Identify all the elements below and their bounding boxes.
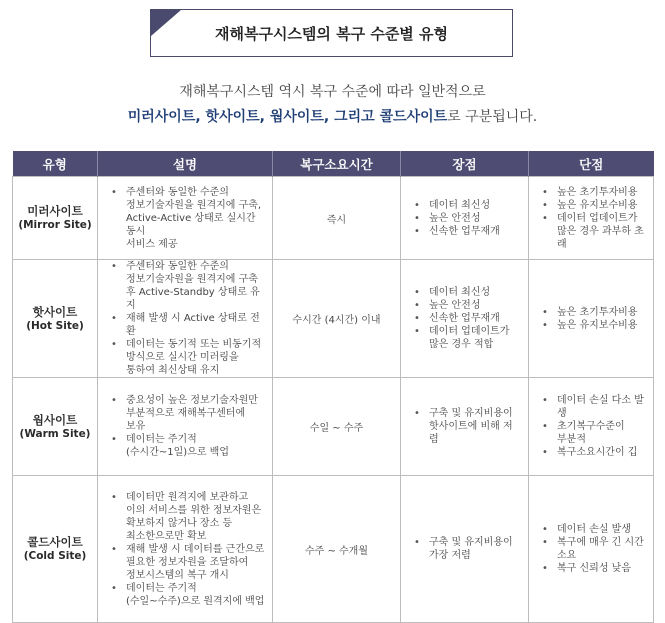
header-recovery-time: 복구소요시간 bbox=[273, 151, 401, 177]
cell-recovery-time: 수시간 (4시간) 이내 bbox=[273, 260, 401, 378]
cell-pros bbox=[401, 177, 529, 260]
cell-cons bbox=[529, 378, 654, 476]
intro-line-1: 재해복구시스템 역시 복구 수준에 따라 일반적으로 bbox=[179, 84, 486, 100]
cell-cons-list bbox=[529, 186, 653, 251]
cell-description-list bbox=[98, 394, 272, 459]
list-item: 방식으로 실시간 미러링을 bbox=[126, 352, 239, 363]
list-item: • 데이터는 동기적 또는 비동기적 bbox=[126, 338, 266, 351]
cell-type bbox=[13, 260, 98, 378]
list-item: • 복구에 매우 긴 시간 bbox=[557, 536, 647, 549]
cell-pros-list bbox=[401, 199, 528, 238]
table-header-row bbox=[13, 151, 654, 177]
header-cons: 단점 bbox=[529, 151, 654, 177]
list-item: 최소한으로만 확보 bbox=[126, 530, 207, 542]
list-item: • 재해 발생 시 Active 상태로 전환 bbox=[126, 312, 266, 338]
list-item: • 재해 발생 시 데이터를 근간으로 bbox=[126, 543, 266, 556]
list-item: 후 Active-Standby 상태로 유지 bbox=[126, 287, 260, 311]
cell-cons bbox=[529, 476, 654, 623]
list-item: • 데이터 업데이트가 bbox=[429, 325, 522, 338]
table-row-cold bbox=[13, 476, 654, 623]
list-item: (수일~수주)으로 원격지에 백업 bbox=[126, 595, 265, 607]
intro-text bbox=[0, 80, 665, 130]
list-item: • 데이터 최신성 bbox=[429, 286, 522, 299]
list-item: • 데이터만 원격지에 보관하고 bbox=[126, 491, 266, 504]
intro-highlight: 미러사이트, 핫사이트, 웜사이트, 그리고 콜드사이트 bbox=[127, 109, 448, 125]
cell-description bbox=[98, 260, 273, 378]
cell-description-list bbox=[98, 260, 272, 377]
list-item: 정보기술자원을 원격지에 구축, bbox=[126, 199, 262, 211]
list-item: 정보기술자원을 원격지에 구축 bbox=[126, 274, 258, 285]
header-description: 설명 bbox=[98, 151, 273, 177]
list-item: • 높은 유지보수비용 bbox=[557, 319, 647, 332]
cell-type bbox=[13, 177, 98, 260]
cell-cons-list bbox=[529, 523, 653, 575]
list-item: 부분적으로 재해복구센터에 bbox=[126, 408, 246, 419]
list-item: • 복구소요시간이 깁 bbox=[557, 446, 647, 459]
list-item: • 데이터 손실 다소 발생 bbox=[557, 394, 647, 420]
list-item: • 데이터 최신성 bbox=[429, 199, 522, 212]
cell-cons-list bbox=[529, 394, 653, 459]
list-item: Active-Active 상태로 실시간 동시 bbox=[126, 212, 256, 237]
list-item: • 복구 신뢰성 낮음 bbox=[557, 562, 647, 575]
list-item: 확보하지 않거나 장소 등 bbox=[126, 517, 233, 529]
list-item: 핫사이트에 비해 저렴 bbox=[429, 421, 513, 445]
list-item: • 데이터 업데이트가 bbox=[557, 212, 647, 225]
list-item: 이의 서비스를 위한 정보자원은 bbox=[126, 504, 262, 516]
list-item: • 높은 안전성 bbox=[429, 299, 522, 312]
table-row-warm bbox=[13, 378, 654, 476]
site-name: 핫사이트 bbox=[32, 304, 78, 319]
list-item: • 데이터는 주기적 bbox=[126, 582, 266, 595]
list-item: • 구축 및 유지비용이 bbox=[429, 407, 522, 420]
list-item: • 초기복구수준이 bbox=[557, 420, 647, 433]
list-item: 가장 저렴 bbox=[429, 550, 471, 561]
cell-description bbox=[98, 378, 273, 476]
cell-type bbox=[13, 378, 98, 476]
cell-pros-list bbox=[401, 407, 528, 446]
site-english-name: (Warm Site) bbox=[19, 427, 91, 440]
cell-cons bbox=[529, 260, 654, 378]
site-english-name: (Mirror Site) bbox=[18, 219, 92, 231]
site-name: 미러사이트 bbox=[27, 204, 83, 218]
table-row-mirror bbox=[13, 177, 654, 260]
list-item: • 신속한 업무재개 bbox=[429, 312, 522, 325]
site-name: 웜사이트 bbox=[32, 412, 78, 427]
cell-description bbox=[98, 476, 273, 623]
cell-pros bbox=[401, 260, 529, 378]
list-item: 필요한 정보자원을 조달하여 bbox=[126, 556, 249, 568]
list-item: 정보시스템의 복구 개시 bbox=[126, 569, 229, 581]
list-item: • 중요성이 높은 정보기술자원만 bbox=[126, 394, 266, 407]
list-item: • 높은 초기투자비용 bbox=[557, 306, 647, 319]
list-item: 많은 경우 과부하 초래 bbox=[557, 225, 644, 250]
header-type: 유형 bbox=[13, 151, 98, 177]
list-item: • 구축 및 유지비용이 bbox=[429, 536, 522, 549]
title-accent-corner bbox=[151, 10, 181, 36]
cell-recovery-time: 즉시 bbox=[273, 177, 401, 260]
cell-cons bbox=[529, 177, 654, 260]
table-row-hot bbox=[13, 260, 654, 378]
list-item: (수시간~1일)으로 백업 bbox=[126, 447, 230, 458]
cell-recovery-time: 수주 ~ 수개월 bbox=[273, 476, 401, 623]
list-item: 부분적 bbox=[557, 434, 586, 445]
cell-pros bbox=[401, 476, 529, 623]
header-pros: 장점 bbox=[401, 151, 529, 177]
list-item: • 높은 유지보수비용 bbox=[557, 199, 647, 212]
list-item: • 높은 초기투자비용 bbox=[557, 186, 647, 199]
list-item: 보유 bbox=[126, 421, 146, 432]
intro-line-2 bbox=[0, 105, 665, 130]
list-item: • 주센터와 동일한 수준의 bbox=[126, 186, 266, 199]
list-item: 서비스 제공 bbox=[126, 238, 178, 250]
list-item: 소요 bbox=[557, 550, 577, 561]
list-item: • 주센터와 동일한 수준의 bbox=[126, 260, 266, 273]
list-item: • 신속한 업무재개 bbox=[429, 225, 522, 238]
list-item: • 데이터 손실 발생 bbox=[557, 523, 647, 536]
list-item: 많은 경우 적합 bbox=[429, 339, 494, 350]
cell-recovery-time: 수일 ~ 수주 bbox=[273, 378, 401, 476]
title-box bbox=[150, 9, 513, 57]
page-title: 재해복구시스템의 복구 수준별 유형 bbox=[214, 24, 449, 43]
cell-pros-list bbox=[401, 286, 528, 351]
cell-description bbox=[98, 177, 273, 260]
site-english-name: (Hot Site) bbox=[26, 319, 84, 332]
cell-pros-list bbox=[401, 536, 528, 562]
list-item: • 데이터는 주기적 bbox=[126, 433, 266, 446]
cell-cons-list bbox=[529, 306, 653, 332]
cell-description-list bbox=[98, 186, 272, 251]
site-types-table bbox=[12, 151, 654, 623]
site-name: 콜드사이트 bbox=[27, 535, 83, 549]
list-item: • 높은 안전성 bbox=[429, 212, 522, 225]
cell-description-list bbox=[98, 491, 272, 608]
site-english-name: (Cold Site) bbox=[23, 550, 87, 562]
intro-rest: 로 구분됩니다. bbox=[447, 109, 538, 125]
cell-type bbox=[13, 476, 98, 623]
cell-pros bbox=[401, 378, 529, 476]
list-item: 통하여 최신상태 유지 bbox=[126, 365, 220, 376]
table-body bbox=[13, 177, 654, 623]
